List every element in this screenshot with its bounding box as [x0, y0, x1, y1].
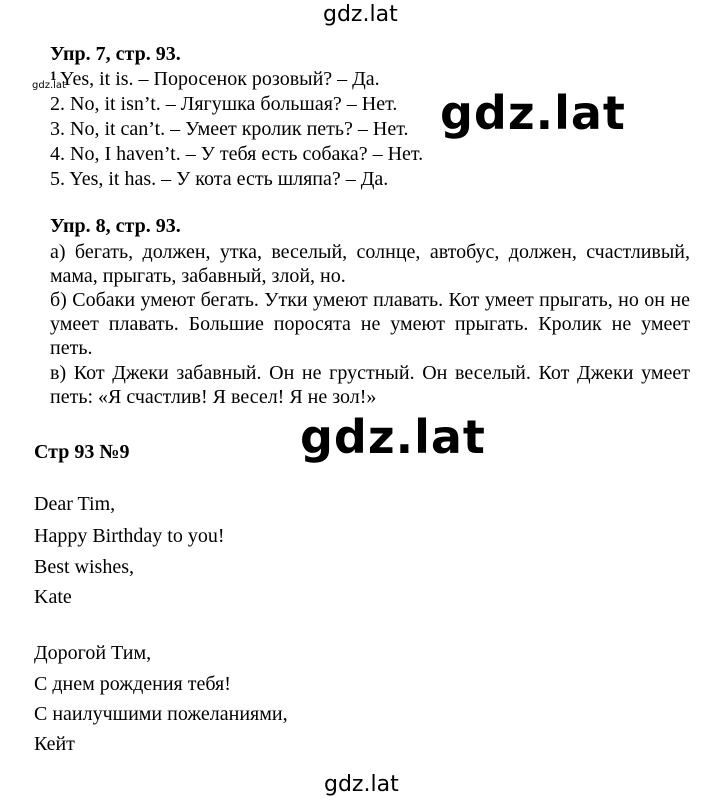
watermark-small: gdz.lat	[32, 80, 66, 91]
exercise-7-item-3: 3. No, it can’t. – Умеет кролик петь? – Нет.	[50, 118, 409, 140]
exercise-8-part-a: а) бегать, должен, утка, веселый, солнце, автобус, должен, счастливый, мама, прыгать, забавный, злой, но.	[50, 241, 690, 287]
letter-english-wish: Happy Birthday to you!	[34, 525, 225, 547]
exercise-7-item-4: 4. No, I haven’t. – У тебя есть собака? – Нет.	[50, 143, 424, 165]
watermark-large-upper: gdz.lat	[440, 86, 626, 140]
exercise-7-item-5: 5. Yes, it has. – У кота есть шляпа? – Да.	[50, 168, 389, 190]
exercise-8-heading: Упр. 8, стр. 93.	[50, 215, 181, 237]
exercise-7-item-2: 2. No, it isn’t. – Лягушка большая? – Нет.	[50, 93, 398, 115]
exercise-8-part-b: б) Собаки умеют бегать. Утки умеют плавать. Кот умеет прыгать, но он не умеет плавать. Большие поросята не умеют прыгать. Кролик не умеет петь.	[50, 289, 690, 359]
exercise-7-item-1-number: 1	[50, 68, 57, 83]
letter-russian-signature: Кейт	[34, 733, 75, 755]
letter-english-signature: Kate	[34, 586, 72, 608]
exercise-9-heading: Стр 93 №9	[34, 441, 130, 463]
exercise-7-heading: Упр. 7, стр. 93.	[50, 43, 181, 65]
letter-english-greeting: Dear Tim,	[34, 493, 116, 515]
letter-russian-closing: С наилучшими пожеланиями,	[34, 703, 288, 725]
watermark-top: gdz.lat	[323, 2, 398, 27]
exercise-8-part-c: в) Кот Джеки забавный. Он не грустный. Он веселый. Кот Джеки умеет петь: «Я счастлив! Я весел! Я не зол!»	[50, 362, 690, 408]
letter-english-closing: Best wishes,	[34, 556, 134, 578]
watermark-bottom: gdz.lat	[324, 772, 399, 797]
watermark-large-middle: gdz.lat	[300, 410, 486, 464]
exercise-7-item-1: Yes, it is. – Поросенок розовый? – Да.	[60, 68, 380, 90]
letter-russian-greeting: Дорогой Тим,	[34, 642, 152, 664]
letter-russian-wish: С днем рождения тебя!	[34, 673, 231, 695]
